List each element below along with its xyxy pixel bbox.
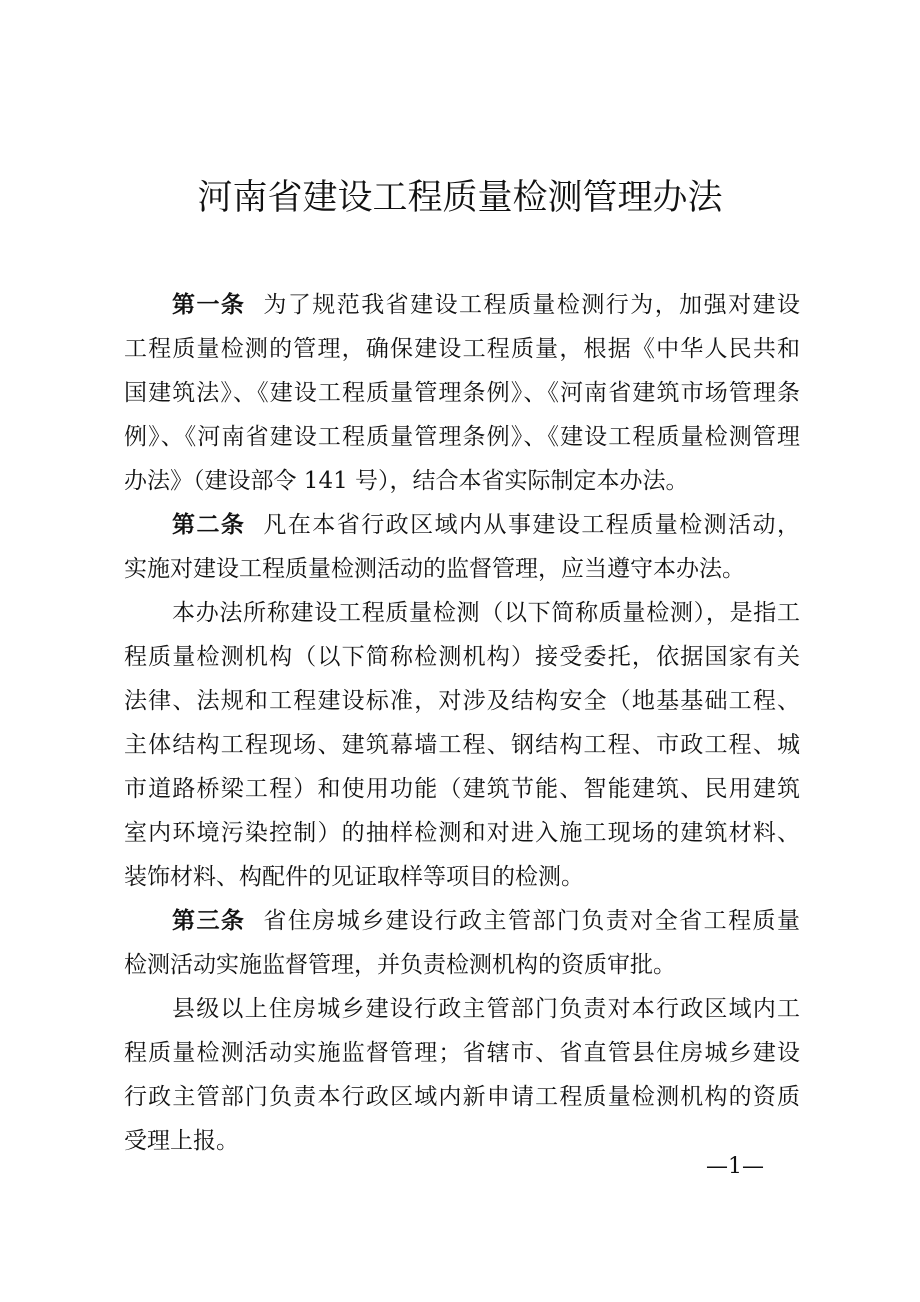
article-2-label: 第二条: [172, 512, 246, 538]
article-1-line-2: 工程质量检测的管理，确保建设工程质量，根据《中华人民共和: [124, 336, 800, 362]
article-2: [124, 503, 800, 591]
article-2-p2-line-2: 程质量检测机构（以下简称检测机构）接受委托，依据国家有关: [124, 644, 800, 670]
article-3: [124, 899, 800, 987]
document-title: 河南省建设工程质量检测管理办法: [197, 178, 723, 218]
article-3-p2-line-3: 行政主管部门负责本行政区域内新申请工程质量检测机构的资质: [124, 1084, 800, 1110]
article-2-line-2: 实施对建设工程质量检测活动的监督管理，应当遵守本办法。: [124, 556, 745, 582]
article-2-paragraph-2: [124, 591, 800, 899]
article-3-line-2: 检测活动实施监督管理，并负责检测机构的资质审批。: [124, 952, 676, 978]
article-2-p2-line-3: 法律、法规和工程建设标准，对涉及结构安全（地基基础工程、: [124, 688, 800, 714]
article-3-p2-line-2: 程质量检测活动实施监督管理；省辖市、省直管县住房城乡建设: [124, 1040, 800, 1066]
article-1-line-3: 国建筑法》、《建设工程质量管理条例》、《河南省建筑市场管理条: [124, 380, 800, 406]
article-3-line-1: 第三条 省住房城乡建设行政主管部门负责对全省工程质量: [172, 908, 800, 934]
article-1-line-1: 第一条 为了规范我省建设工程质量检测行为，加强对建设: [172, 292, 800, 318]
article-3-label: 第三条: [172, 908, 246, 934]
page-number: —1—: [706, 1154, 764, 1179]
article-1-line-4: 例》、《河南省建设工程质量管理条例》、《建设工程质量检测管理: [124, 424, 800, 450]
article-2-p2-line-4: 主体结构工程现场、建筑幕墙工程、钢结构工程、市政工程、城: [124, 732, 800, 758]
article-1: [124, 283, 800, 503]
article-1-label: 第一条: [172, 292, 246, 318]
article-3-p2-line-4: 受理上报。: [124, 1128, 239, 1154]
article-2-line-1: 第二条 凡在本省行政区域内从事建设工程质量检测活动，: [172, 512, 800, 538]
article-3-paragraph-2: [124, 987, 800, 1163]
article-2-p2-line-1: 本办法所称建设工程质量检测（以下简称质量检测），是指工: [172, 600, 800, 626]
document-body: [124, 283, 800, 1163]
article-1-line-5: 办法》（建设部令 141 号），结合本省实际制定本办法。: [124, 468, 689, 494]
article-2-p2-line-5: 市道路桥梁工程）和使用功能（建筑节能、智能建筑、民用建筑: [124, 776, 800, 802]
article-2-p2-line-7: 装饰材料、构配件的见证取样等项目的检测。: [124, 864, 584, 890]
article-2-p2-line-6: 室内环境污染控制）的抽样检测和对进入施工现场的建筑材料、: [124, 820, 800, 846]
article-3-p2-line-1: 县级以上住房城乡建设行政主管部门负责对本行政区域内工: [172, 996, 800, 1022]
